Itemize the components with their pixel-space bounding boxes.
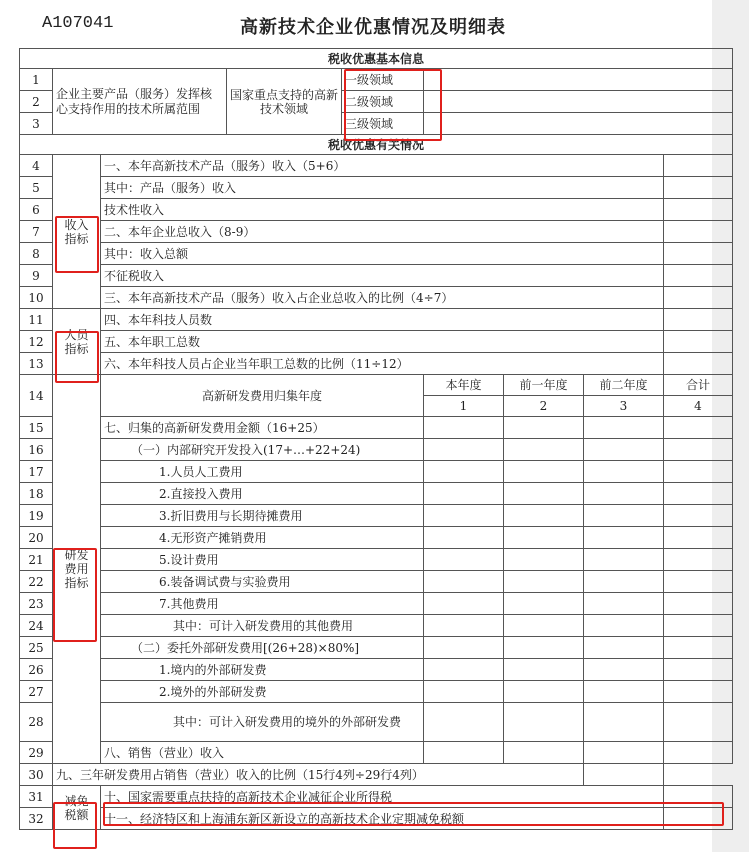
category-label-line: 人员 xyxy=(64,327,89,342)
cell[interactable] xyxy=(504,637,584,659)
row-label: 四、本年科技人员数 xyxy=(101,309,664,331)
cell[interactable] xyxy=(504,483,584,505)
cell[interactable] xyxy=(424,439,504,461)
row-number: 31 xyxy=(20,786,53,808)
cell[interactable] xyxy=(664,527,733,549)
cell[interactable] xyxy=(504,659,584,681)
cell[interactable] xyxy=(664,615,733,637)
cell[interactable] xyxy=(424,637,504,659)
row-label: 七、归集的高新研发费用金额（16+25） xyxy=(101,417,424,439)
col-number: 4 xyxy=(664,396,733,417)
col-number: 2 xyxy=(504,396,584,417)
cell[interactable] xyxy=(584,439,664,461)
col-number: 1 xyxy=(424,396,504,417)
row-number: 30 xyxy=(20,764,53,786)
row-value[interactable] xyxy=(664,155,733,177)
row-number: 20 xyxy=(20,527,53,549)
cell[interactable] xyxy=(584,417,664,439)
row-number: 17 xyxy=(20,461,53,483)
cell[interactable] xyxy=(424,615,504,637)
row-label: 6.装备调试费与实验费用 xyxy=(101,571,424,593)
row-label: 五、本年职工总数 xyxy=(101,331,664,353)
row-number: 14 xyxy=(20,375,53,417)
field-level-2: 二级领域 xyxy=(342,91,424,113)
row-label: 1.境内的外部研发费 xyxy=(101,659,424,681)
cell[interactable] xyxy=(504,703,584,742)
row-number: 24 xyxy=(20,615,53,637)
cell[interactable] xyxy=(664,439,733,461)
row-number: 4 xyxy=(20,155,53,177)
row-number: 29 xyxy=(20,742,53,764)
cell[interactable] xyxy=(584,681,664,703)
row-label: 九、三年研发费用占销售（营业）收入的比例（15行4列÷29行4列） xyxy=(53,764,584,786)
highlight-row-31 xyxy=(103,802,724,826)
row-number: 5 xyxy=(20,177,53,199)
row-number: 28 xyxy=(20,703,53,742)
highlight-staff-category xyxy=(55,331,99,383)
row-label: 二、本年企业总收入（8-9） xyxy=(101,221,664,243)
row-label: 2.境外的外部研发费 xyxy=(101,681,424,703)
row-number: 2 xyxy=(20,91,53,113)
row-label: （一）内部研究开发投入(17+…+22+24) xyxy=(101,439,424,461)
row-number: 7 xyxy=(20,221,53,243)
cell[interactable] xyxy=(664,681,733,703)
row-label: 一、本年高新技术产品（服务）收入（5+6） xyxy=(101,155,664,177)
cell[interactable] xyxy=(504,417,584,439)
cell[interactable] xyxy=(424,527,504,549)
row-number: 19 xyxy=(20,505,53,527)
row-label: 六、本年科技人员占企业当年职工总数的比例（11÷12） xyxy=(101,353,664,375)
col-number: 3 xyxy=(584,396,664,417)
cell[interactable] xyxy=(584,659,664,681)
field-level-3: 三级领域 xyxy=(342,113,424,135)
row-value[interactable] xyxy=(664,243,733,265)
category-label-line: 收入 xyxy=(64,217,89,232)
cell[interactable] xyxy=(504,681,584,703)
cell[interactable] xyxy=(504,461,584,483)
row-label: 2.直接投入费用 xyxy=(101,483,424,505)
category-label-line: 指标 xyxy=(64,231,89,246)
row-value[interactable] xyxy=(664,265,733,287)
row-number: 22 xyxy=(20,571,53,593)
row-value[interactable] xyxy=(664,331,733,353)
highlight-field-levels xyxy=(344,69,442,141)
highlight-rd-category xyxy=(53,548,97,642)
cell[interactable] xyxy=(584,703,664,742)
row-number: 9 xyxy=(20,265,53,287)
row-number: 8 xyxy=(20,243,53,265)
cell[interactable] xyxy=(424,681,504,703)
field-level-2-value[interactable] xyxy=(424,91,733,113)
cell[interactable] xyxy=(664,742,733,764)
row-number: 16 xyxy=(20,439,53,461)
cell[interactable] xyxy=(664,637,733,659)
cell[interactable] xyxy=(424,571,504,593)
row-number: 1 xyxy=(20,69,53,91)
detail-table xyxy=(19,48,733,830)
cell[interactable] xyxy=(424,593,504,615)
key-tech-field-label: 国家重点支持的高新技术领域 xyxy=(227,69,342,135)
row-number: 21 xyxy=(20,549,53,571)
row-label: 7.其他费用 xyxy=(101,593,424,615)
row-number: 3 xyxy=(20,113,53,135)
field-level-1-value[interactable] xyxy=(424,69,733,91)
cell[interactable] xyxy=(504,742,584,764)
cell[interactable] xyxy=(424,461,504,483)
row-value[interactable] xyxy=(664,309,733,331)
row-label: 十、国家需要重点扶持的高新技术企业减征企业所得税 xyxy=(101,786,664,808)
cell[interactable] xyxy=(504,505,584,527)
cell[interactable] xyxy=(424,483,504,505)
cell[interactable] xyxy=(584,615,664,637)
col-header-prior-year: 前一年度 xyxy=(504,375,584,396)
tech-scope-label: 企业主要产品（服务）发挥核心支持作用的技术所属范围 xyxy=(53,69,227,135)
category-label-line: 研发 xyxy=(64,548,89,562)
cell[interactable] xyxy=(664,417,733,439)
section-detail: 税收优惠有关情况 xyxy=(20,135,733,155)
cell[interactable] xyxy=(584,637,664,659)
row-label: 十一、经济特区和上海浦东新区新设立的高新技术企业定期减免税额 xyxy=(101,808,664,830)
row-number: 13 xyxy=(20,353,53,375)
row-label: 5.设计费用 xyxy=(101,549,424,571)
cell[interactable] xyxy=(424,742,504,764)
category-label-line: 费用 xyxy=(64,562,89,576)
row-number: 10 xyxy=(20,287,53,309)
cell[interactable] xyxy=(504,439,584,461)
cell[interactable] xyxy=(424,417,504,439)
cell[interactable] xyxy=(664,549,733,571)
cell[interactable] xyxy=(424,659,504,681)
cell[interactable] xyxy=(664,703,733,742)
cell[interactable] xyxy=(504,527,584,549)
section-basic-info: 税收优惠基本信息 xyxy=(20,49,733,69)
cell[interactable] xyxy=(584,549,664,571)
row-label: 3.折旧费用与长期待摊费用 xyxy=(101,505,424,527)
col-header-two-years-prior: 前二年度 xyxy=(584,375,664,396)
category-label-line: 税额 xyxy=(64,807,89,822)
cell[interactable] xyxy=(664,505,733,527)
row-label: 1.人员人工费用 xyxy=(101,461,424,483)
row-number: 6 xyxy=(20,199,53,221)
cell[interactable] xyxy=(664,593,733,615)
cell[interactable] xyxy=(424,505,504,527)
category-label-line: 指标 xyxy=(64,576,89,590)
highlight-income-category xyxy=(55,216,99,273)
cell[interactable] xyxy=(424,703,504,742)
row-label: 技术性收入 xyxy=(101,199,664,221)
cell[interactable] xyxy=(424,549,504,571)
row-label: 不征税收入 xyxy=(101,265,664,287)
cell[interactable] xyxy=(504,593,584,615)
highlight-tax-category xyxy=(53,802,97,849)
row-value[interactable] xyxy=(664,353,733,375)
cell[interactable] xyxy=(664,483,733,505)
cell[interactable] xyxy=(584,571,664,593)
row-label: 其中：收入总额 xyxy=(101,243,664,265)
cell[interactable] xyxy=(584,461,664,483)
row-number: 25 xyxy=(20,637,53,659)
cell[interactable] xyxy=(504,571,584,593)
cell[interactable] xyxy=(664,571,733,593)
row-value[interactable] xyxy=(584,764,664,786)
row-value[interactable] xyxy=(664,199,733,221)
row-number: 23 xyxy=(20,593,53,615)
row-label: 三、本年高新技术产品（服务）收入占企业总收入的比例（4÷7） xyxy=(101,287,664,309)
row-label: 其中：可计入研发费用的境外的外部研发费 xyxy=(101,703,424,742)
row-number: 27 xyxy=(20,681,53,703)
row-number: 15 xyxy=(20,417,53,439)
row-value[interactable] xyxy=(664,221,733,243)
row-number: 18 xyxy=(20,483,53,505)
field-level-3-value[interactable] xyxy=(424,113,733,135)
row-number: 12 xyxy=(20,331,53,353)
cell[interactable] xyxy=(584,505,664,527)
cell[interactable] xyxy=(584,527,664,549)
row-number: 32 xyxy=(20,808,53,830)
cell[interactable] xyxy=(584,742,664,764)
col-header-total: 合计 xyxy=(664,375,733,396)
row-label: 4.无形资产摊销费用 xyxy=(101,527,424,549)
field-level-1: 一级领域 xyxy=(342,69,424,91)
form-title: 高新技术企业优惠情况及明细表 xyxy=(240,17,506,38)
row-number: 26 xyxy=(20,659,53,681)
cell[interactable] xyxy=(584,593,664,615)
row-label: 其中：可计入研发费用的其他费用 xyxy=(101,615,424,637)
row-label: 八、销售（营业）收入 xyxy=(101,742,424,764)
row-label: 其中：产品（服务）收入 xyxy=(101,177,664,199)
category-label-line: 指标 xyxy=(64,341,89,356)
row-number: 11 xyxy=(20,309,53,331)
row-label: （二）委托外部研发费用[(26+28)×80%] xyxy=(101,637,424,659)
cell[interactable] xyxy=(504,549,584,571)
cell[interactable] xyxy=(584,483,664,505)
col-header-current-year: 本年度 xyxy=(424,375,504,396)
category-label-line: 减免 xyxy=(64,793,89,808)
cell[interactable] xyxy=(664,659,733,681)
rd-year-header: 高新研发费用归集年度 xyxy=(101,375,424,417)
cell[interactable] xyxy=(664,461,733,483)
form-code: A107041 xyxy=(42,14,114,33)
row-value[interactable] xyxy=(664,287,733,309)
row-value[interactable] xyxy=(664,177,733,199)
cell[interactable] xyxy=(504,615,584,637)
